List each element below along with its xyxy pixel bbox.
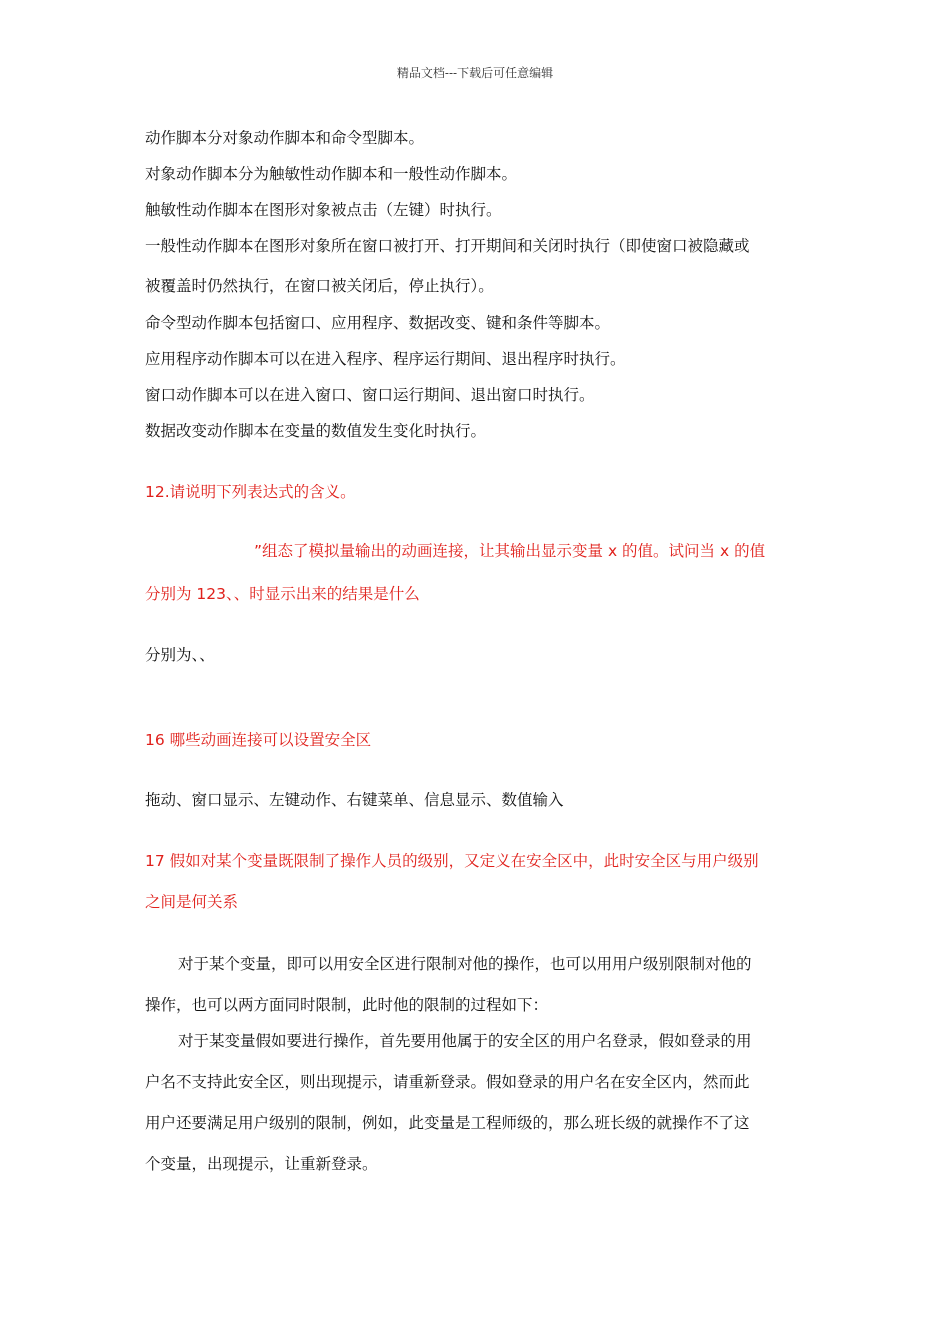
intro-line-3: 触敏性动作脚本在图形对象被点击（左键）时执行。 <box>145 201 502 219</box>
q12-question-line-1: ”组态了模拟量输出的动画连接，让其输出显示变量 x 的值。试问当 x 的值 <box>254 542 766 560</box>
intro-line-6: 命令型动作脚本包括窗口、应用程序、数据改变、键和条件等脚本。 <box>145 314 611 332</box>
q12-title: 12.请说明下列表达式的含义。 <box>145 483 356 501</box>
intro-line-2: 对象动作脚本分为触敏性动作脚本和一般性动作脚本。 <box>145 165 518 183</box>
intro-line-5: 被覆盖时仍然执行，在窗口被关闭后，停止执行）。 <box>145 277 494 295</box>
q17-para1-line-1: 对于某个变量，即可以用安全区进行限制对他的操作，也可以用用户级别限制对他的 <box>178 955 752 973</box>
q12-question-line-2: 分别为 123、、时显示出来的结果是什么 <box>145 585 420 603</box>
intro-line-7: 应用程序动作脚本可以在进入程序、程序运行期间、退出程序时执行。 <box>145 350 626 368</box>
q17-para2-line-3: 用户还要满足用户级别的限制，例如，此变量是工程师级的，那么班长级的就操作不了这 <box>145 1114 750 1132</box>
q17-title-line-2: 之间是何关系 <box>145 893 239 911</box>
q17-para2-line-1: 对于某变量假如要进行操作，首先要用他属于的安全区的用户名登录，假如登录的用 <box>178 1032 752 1050</box>
intro-line-9: 数据改变动作脚本在变量的数值发生变化时执行。 <box>145 422 487 440</box>
q17-para1-line-2: 操作，也可以两方面同时限制，此时他的限制的过程如下： <box>145 996 549 1014</box>
q16-title: 16 哪些动画连接可以设置安全区 <box>145 731 372 749</box>
intro-line-1: 动作脚本分对象动作脚本和命令型脚本。 <box>145 129 425 147</box>
page-header: 精品文档---下载后可任意编辑 <box>396 66 554 80</box>
q17-para2-line-2: 户名不支持此安全区，则出现提示，请重新登录。假如登录的用户名在安全区内，然而此 <box>145 1073 750 1091</box>
q16-answer: 拖动、窗口显示、左键动作、右键菜单、信息显示、数值输入 <box>145 791 564 809</box>
intro-line-8: 窗口动作脚本可以在进入窗口、窗口运行期间、退出窗口时执行。 <box>145 386 595 404</box>
q17-para2-line-4: 个变量，出现提示，让重新登录。 <box>145 1155 378 1173</box>
q17-title-line-1: 17 假如对某个变量既限制了操作人员的级别，又定义在安全区中，此时安全区与用户级别 <box>145 852 759 870</box>
intro-line-4: 一般性动作脚本在图形对象所在窗口被打开、打开期间和关闭时执行（即使窗口被隐藏或 <box>145 237 750 255</box>
q12-answer: 分别为、、 <box>145 646 215 664</box>
